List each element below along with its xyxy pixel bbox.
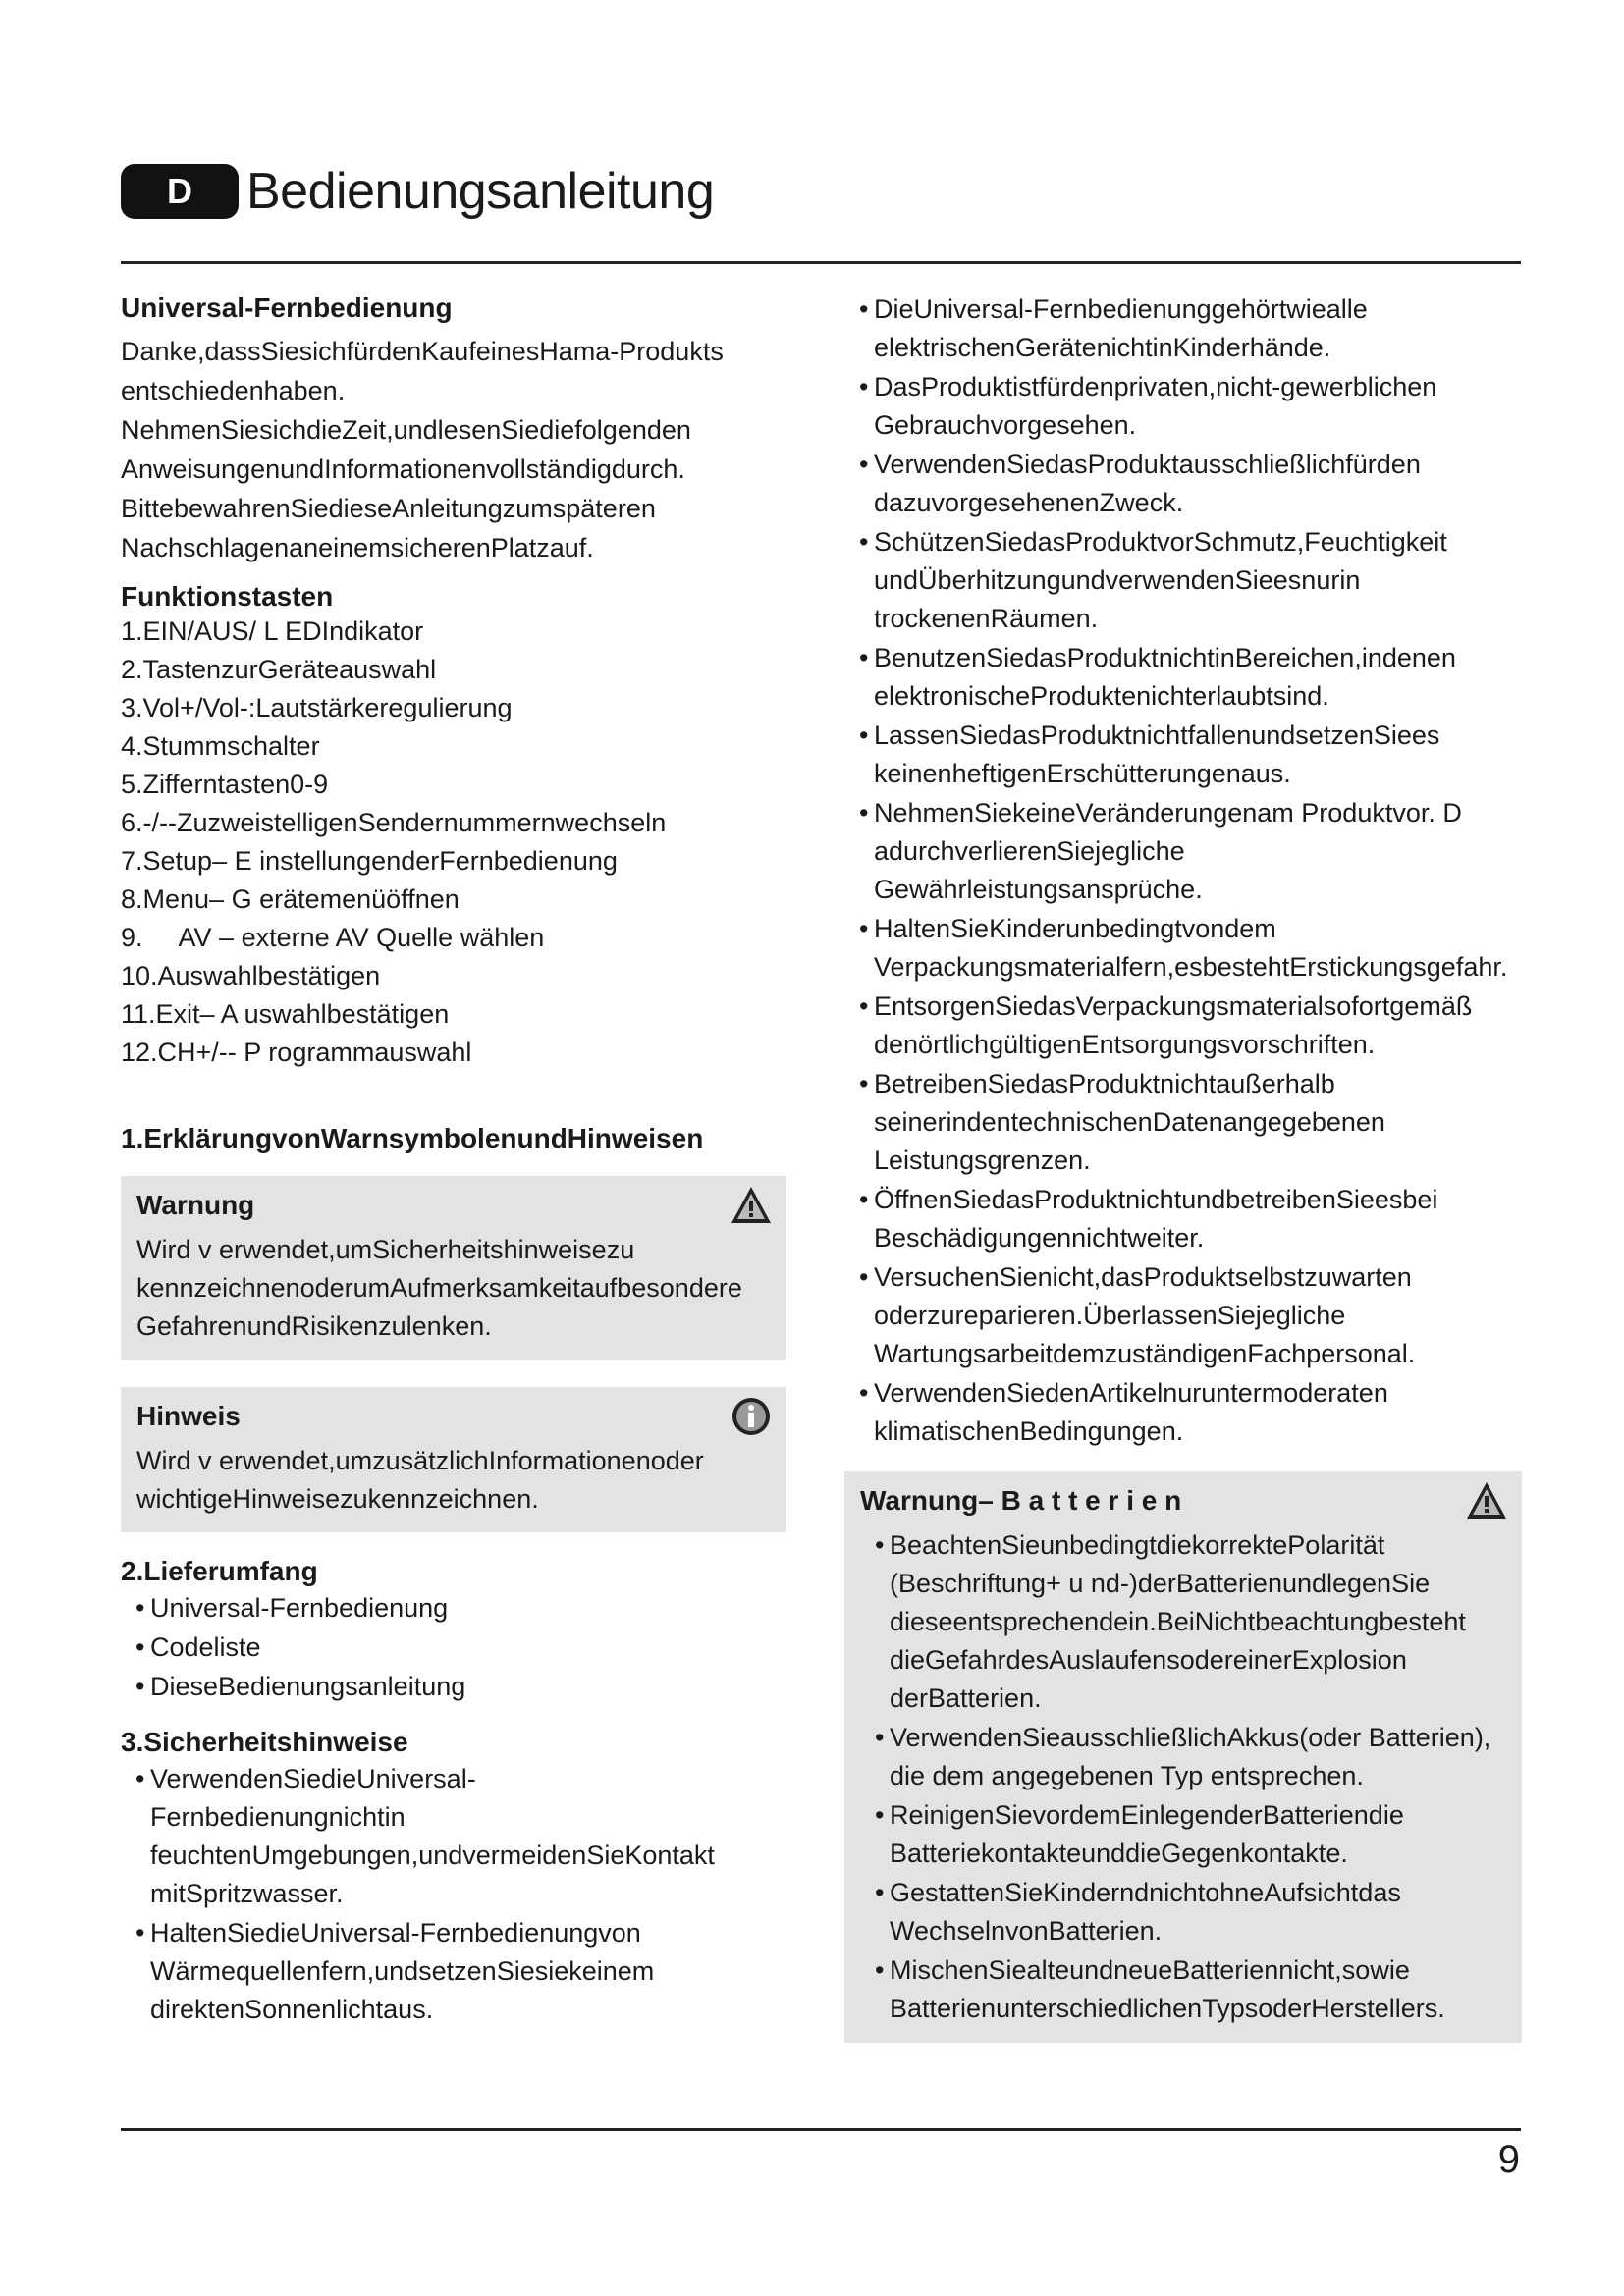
battery-warning-box — [844, 1471, 1522, 2043]
warning-box-line: Wird v erwendet,umSicherheitshinweisezu — [136, 1235, 635, 1264]
warning-box-line: kennzeichnenoderumAufmerksamkeitaufbesondere — [136, 1273, 742, 1303]
delivery-item: • Universal-Fernbedienung — [121, 1589, 792, 1628]
intro-line: NehmenSiesichdieZeit,undlesenSiediefolgenden — [121, 415, 691, 445]
footer-rule — [121, 2128, 1521, 2131]
battery-item: • MischenSiealteundneueBatteriennicht,sowie BatterienunterschiedlichenTypsoderHerstellers. — [860, 1951, 1506, 2028]
hint-box-line: Wird v erwendet,umzusätzlichInformationenoder — [136, 1446, 704, 1475]
safety-item: • VerwendenSiedieUniversal-Fernbedienungnichtin feuchtenUmgebungen,undvermeidenSieKontakt mitSpritzwasser. — [121, 1760, 730, 1913]
battery-item: • GestattenSieKinderndnichtohneAufsichtdas WechselnvonBatterien. — [860, 1874, 1506, 1950]
safety-item: • VersuchenSienicht,dasProduktselbstzuwarten oderzureparieren.ÜberlassenSiejegliche WartungsarbeitdemzuständigenFachpersonal. — [844, 1258, 1492, 1373]
intro-line: AnweisungenundInformationenvollständigdurch. — [121, 454, 685, 484]
intro-line: entschiedenhaben. — [121, 376, 346, 405]
key-item: 4.Stummschalter — [121, 731, 320, 761]
battery-item: • VerwendenSieausschließlichAkkus(oder Batterien), die dem angegebenen Typ entsprechen. — [860, 1719, 1506, 1795]
warning-box-title: Warnung — [136, 1190, 255, 1220]
key-item: 8.Menu– G erätemenüöffnen — [121, 884, 460, 914]
header-rule — [121, 261, 1521, 264]
section2-title: 2.Lieferumfang — [121, 1556, 318, 1586]
safety-item: • VerwendenSiedasProduktausschließlichfürden dazuvorgesehenenZweck. — [844, 446, 1492, 522]
safety-list-right — [844, 291, 1512, 1451]
safety-item: • DasProduktistfürdenprivaten,nicht-gewerblichen Gebrauchvorgesehen. — [844, 368, 1492, 445]
safety-item: • LassenSiedasProduktnichtfallenundsetzenSiees keinenheftigenErschütterungenaus. — [844, 717, 1492, 793]
battery-item: • BeachtenSieunbedingtdiekorrektePolarität (Beschriftung+ u nd-)derBatterienundlegenSie dieseentsprechendein.BeiNichtbeachtungbesteht dieGefahrdesAuslaufensodereinerExplosion derBatterien. — [860, 1526, 1506, 1718]
safety-item: • VerwendenSiedenArtikelnuruntermoderaten klimatischenBedingungen. — [844, 1374, 1492, 1451]
safety-item: • BenutzenSiedasProduktnichtinBereichen,indenen elektronischeProduktenichterlaubtsind. — [844, 639, 1492, 716]
safety-item: • NehmenSiekeineVeränderungenam Produktvor. D adurchverlierenSiejegliche Gewährleistungsansprüche. — [844, 794, 1492, 909]
delivery-item: • Codeliste — [121, 1629, 792, 1667]
section3-title: 3.Sicherheitshinweise — [121, 1727, 408, 1757]
page-number: 9 — [1497, 2138, 1520, 2181]
safety-item: • HaltenSiedieUniversal-Fernbedienungvon Wärmequellenfern,undsetzenSiesiekeinem direktenSonnenlichtaus. — [121, 1914, 730, 2029]
safety-item: • HaltenSieKinderunbedingtvondem Verpackungsmaterialfern,esbestehtErstickungsgefahr. — [844, 910, 1492, 987]
key-item: 9. AV – externe AV Quelle wählen — [121, 923, 545, 952]
intro-text — [121, 332, 792, 567]
intro-line: Danke,dassSiesichfürdenKaufeinesHama-Produkts — [121, 337, 724, 366]
intro-line: BittebewahrenSiedieseAnleitungzumspäteren — [121, 494, 656, 523]
safety-item: • EntsorgenSiedasVerpackungsmaterialsofortgemäß denörtlichgültigenEntsorgungsvorschriften. — [844, 988, 1492, 1064]
section1-title: 1.ErklärungvonWarnsymbolenundHinweisen — [121, 1123, 704, 1153]
hint-box — [121, 1387, 786, 1532]
battery-box-title: Warnung– B a t t e r i e n — [860, 1485, 1182, 1516]
page-title: Bedienungsanleitung — [246, 163, 715, 220]
hint-box-title: Hinweis — [136, 1401, 241, 1431]
key-item: 6.-/--ZuzweistelligenSendernummernwechseln — [121, 808, 667, 837]
key-item: 7.Setup– E instellungenderFernbedienung — [121, 846, 618, 876]
language-badge: D — [121, 164, 239, 219]
battery-item: • ReinigenSievordemEinlegenderBatteriendie BatteriekontakteunddieGegenkontakte. — [860, 1796, 1506, 1873]
key-item: 2.TastenzurGeräteauswahl — [121, 655, 437, 684]
intro-line: NachschlagenaneinemsicherenPlatzauf. — [121, 533, 594, 562]
safety-item: • DieUniversal-Fernbedienunggehörtwiealle elektrischenGerätenichtinKinderhände. — [844, 291, 1492, 367]
left-column — [121, 293, 792, 2030]
warning-triangle-icon — [730, 1184, 773, 1227]
safety-item: • SchützenSiedasProduktvorSchmutz,Feuchtigkeit undÜberhitzungundverwendenSieesnurin trockenenRäumen. — [844, 523, 1492, 638]
keys-list — [121, 613, 792, 1072]
delivery-item: • DieseBedienungsanleitung — [121, 1668, 792, 1706]
safety-list-left — [121, 1760, 730, 2029]
warning-box — [121, 1176, 786, 1360]
hint-box-line: wichtigeHinweisezukennzeichnen. — [136, 1484, 539, 1514]
key-item: 5.Zifferntasten0-9 — [121, 770, 329, 799]
warning-triangle-icon — [1465, 1479, 1508, 1522]
info-circle-icon — [730, 1395, 773, 1438]
battery-list — [860, 1526, 1506, 2028]
safety-item: • BetreibenSiedasProduktnichtaußerhalb seinerindentechnischenDatenangegebenen Leistungsgrenzen. — [844, 1065, 1492, 1180]
intro-title: Universal-Fernbedienung — [121, 293, 453, 323]
safety-item: • ÖffnenSiedasProduktnichtundbetreibenSieesbei Beschädigungennichtweiter. — [844, 1181, 1492, 1257]
key-item: 12.CH+/-- P rogrammauswahl — [121, 1038, 472, 1067]
key-item: 3.Vol+/Vol-:Lautstärkeregulierung — [121, 693, 513, 722]
delivery-list — [121, 1589, 792, 1706]
page-header — [121, 157, 714, 226]
right-column — [844, 291, 1522, 2043]
warning-box-line: GefahrenundRisikenzulenken. — [136, 1311, 492, 1341]
key-item: 10.Auswahlbestätigen — [121, 961, 381, 990]
key-item: 11.Exit– A uswahlbestätigen — [121, 999, 450, 1029]
key-item: 1.EIN/AUS/ L EDIndikator — [121, 616, 424, 646]
keys-title: Funktionstasten — [121, 581, 334, 612]
